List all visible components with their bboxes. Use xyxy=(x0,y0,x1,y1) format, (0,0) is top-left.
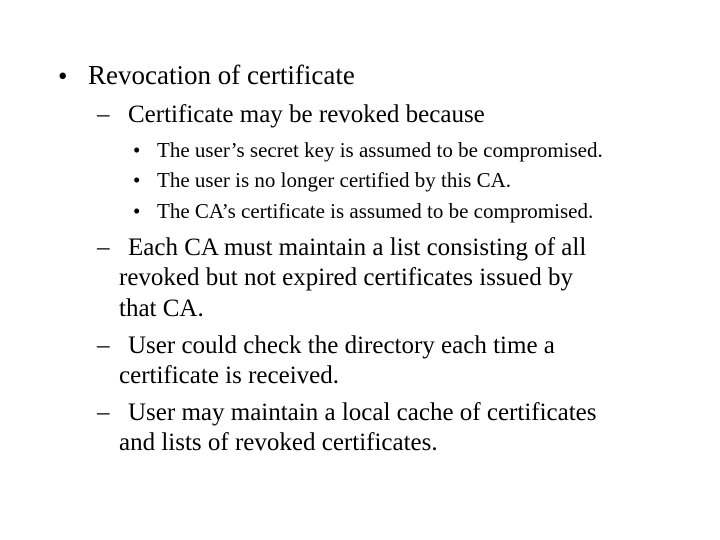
point-text-line: User could check the directory each time a xyxy=(128,332,555,359)
heading-text: Revocation of certificate xyxy=(88,60,355,90)
point-text-line: User may maintain a local cache of certificates xyxy=(128,399,597,426)
point-dash: – xyxy=(97,234,110,261)
point-text: Certificate may be revoked because xyxy=(128,101,485,128)
point-text-line: certificate is received. xyxy=(119,362,339,389)
subpoint-text: The user’s secret key is assumed to be compromised. xyxy=(157,138,603,162)
point-dash: – xyxy=(97,101,110,128)
point-text-line: revoked but not expired certificates issued by xyxy=(119,264,574,291)
subpoint-bullet: • xyxy=(133,199,141,223)
point-text-line: that CA. xyxy=(119,295,204,322)
subpoint-text: The CA’s certificate is assumed to be compromised. xyxy=(157,199,594,223)
subpoint-text: The user is no longer certified by this CA. xyxy=(157,168,512,192)
point-dash: – xyxy=(97,332,110,359)
point-text-line: Each CA must maintain a list consisting of all xyxy=(128,234,587,261)
point-dash: – xyxy=(97,399,110,426)
subpoint-bullet: • xyxy=(133,138,141,162)
subpoint-bullet: • xyxy=(133,168,141,192)
point-text-line: and lists of revoked certificates. xyxy=(119,429,438,456)
heading-bullet: • xyxy=(58,61,68,91)
